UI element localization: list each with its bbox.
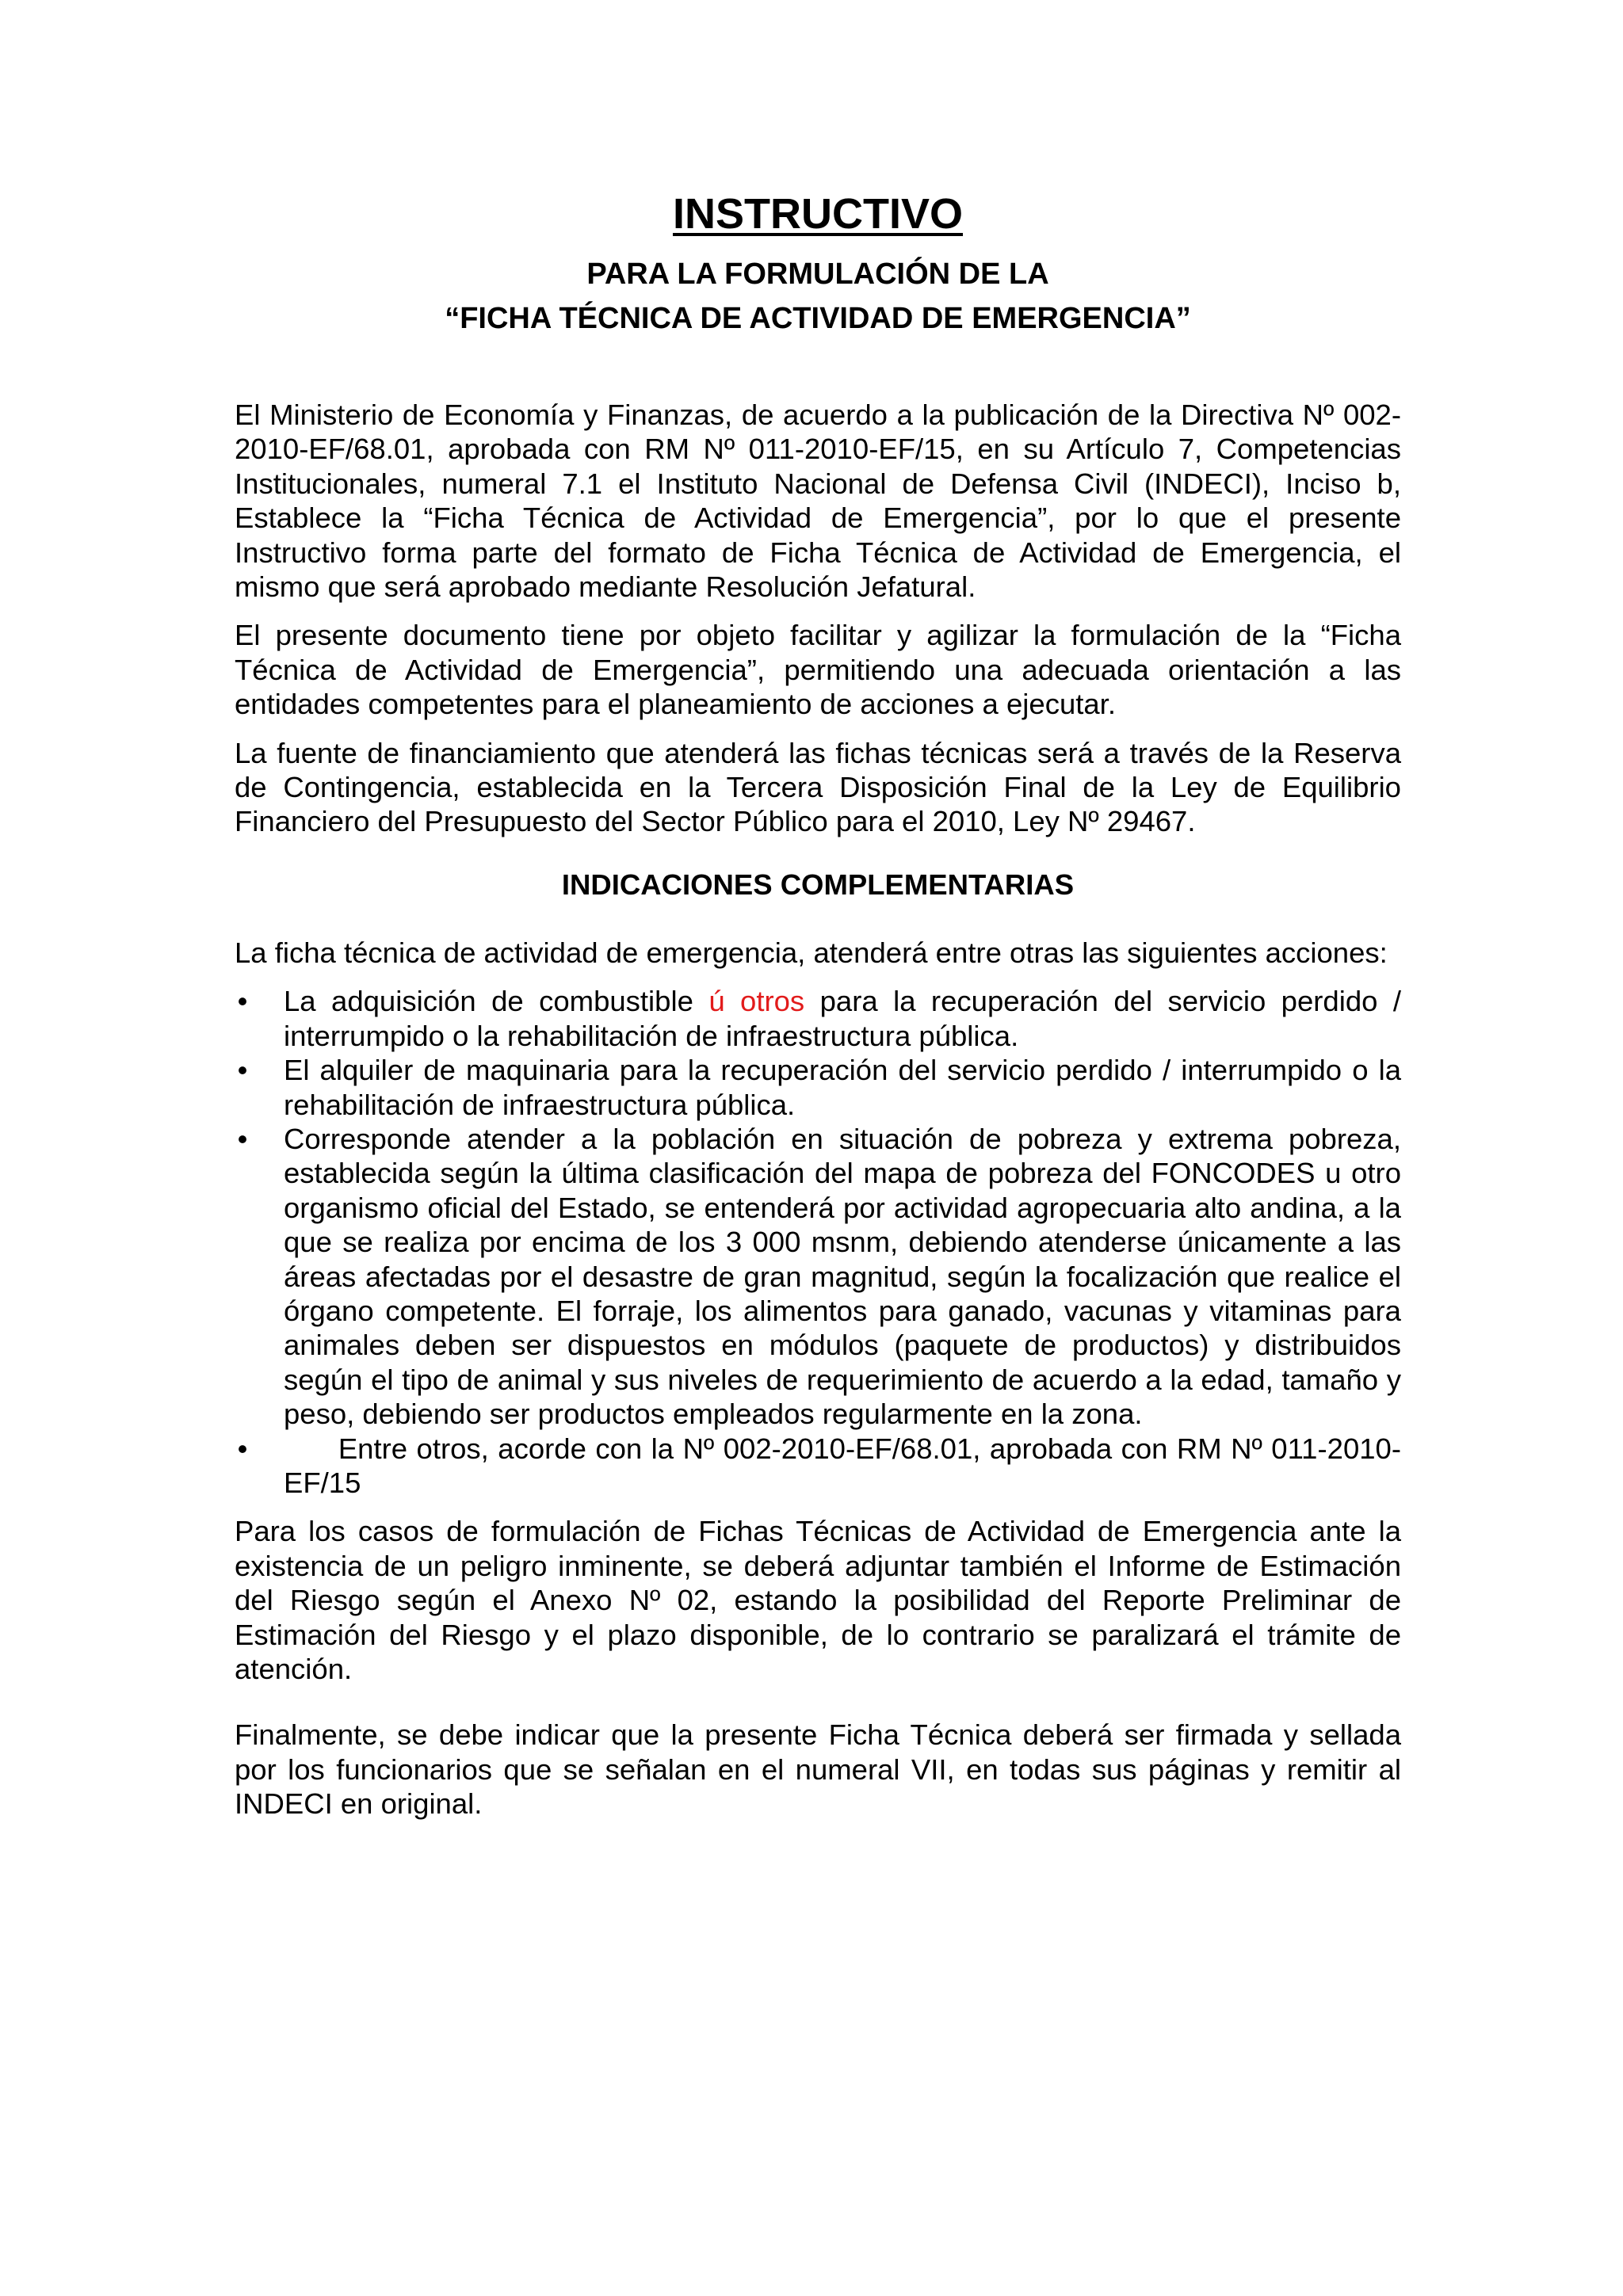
paragraph-intro-directive: El Ministerio de Economía y Finanzas, de acuerdo a la publicación de la Directiva Nº 002-2010-EF/68.01, aprobada con RM Nº 011-2010-EF/15, en su Artículo 7, Competencias Institucionales, numeral 7.1 el Instituto Nacional de Defensa Civil (INDECI), Inciso b, Establece la “Ficha Técnica de Actividad de Emergencia”, por lo que el presente Instructivo forma parte del formato de Ficha Técnica de Actividad de Emergencia, el mismo que será aprobado mediante Resolución Jefatural. [235, 399, 1401, 604]
bullet-icon: • [237, 1122, 248, 1155]
bullet-icon: • [237, 1054, 248, 1087]
highlight-text: ú otros [708, 985, 805, 1018]
list-item-text: El alquiler de maquinaria para la recuperación del servicio perdido / interrumpido o la rehabilitación de infraestructura pública. [284, 1054, 1401, 1121]
paragraph-risk-report: Para los casos de formulación de Fichas Técnicas de Actividad de Emergencia ante la existencia de un peligro inminente, se deberá adjuntar también el Informe de Estimación del Riesgo según el Anexo Nº 02, estando la posibilidad del Reporte Preliminar de Estimación del Riesgo y el plazo disponible, de lo contrario se paralizará el trámite de atención. [235, 1515, 1401, 1685]
list-item [235, 1053, 1401, 1122]
list-item-text: para la recuperación del servicio perdido / interrumpido o la rehabilitación de infraestructura pública. [284, 985, 1401, 1052]
list-item [235, 1122, 1401, 1432]
actions-list [235, 984, 1401, 1500]
paragraph-funding: La fuente de financiamiento que atenderá las fichas técnicas será a través de la Reserva de Contingencia, establecida en la Tercera Disposición Final de la Ley de Equilibrio Financiero del Presupuesto del Sector Público para el 2010, Ley Nº 29467. [235, 736, 1401, 838]
list-item-text: Corresponde atender a la población en situación de pobreza y extrema pobreza, establecida según la última clasificación del mapa de pobreza del FONCODES u otro organismo oficial del Estado, se entenderá por actividad agropecuaria alto andina, a la que se realiza por encima de los 3 000 msnm, debiendo atenderse únicamente a las áreas afectadas por el desastre de gran magnitud, según la focalización que realice el órgano competente. El forraje, los alimentos para ganado, vacunas y vitaminas para animales deben ser dispuestos en módulos (paquete de productos) y distribuidos según el tipo de animal y sus niveles de requerimiento de acuerdo a la edad, tamaño y peso, debiendo ser productos empleados regularmente en la zona. [284, 1122, 1401, 1431]
list-item-text: Entre otros, acorde con la Nº 002-2010-EF/68.01, aprobada con RM Nº 011-2010-EF/15 [284, 1432, 1401, 1499]
document-subtitle: PARA LA FORMULACIÓN DE LA [586, 257, 1049, 291]
document-page [235, 189, 1401, 1821]
list-item [235, 984, 1401, 1053]
bullet-icon: • [237, 1432, 248, 1465]
paragraph-actions-intro: La ficha técnica de actividad de emergencia, atenderá entre otras las siguientes acciones: [235, 936, 1388, 969]
section-heading: INDICACIONES COMPLEMENTARIAS [561, 868, 1075, 901]
list-item-text: La adquisición de combustible [284, 985, 709, 1018]
document-subtitle-quoted: “FICHA TÉCNICA DE ACTIVIDAD DE EMERGENCIA” [445, 302, 1191, 335]
paragraph-purpose: El presente documento tiene por objeto facilitar y agilizar la formulación de la “Ficha Técnica de Actividad de Emergencia”, permitiendo una adecuada orientación a las entidades competentes para el planeamiento de acciones a ejecutar. [235, 619, 1401, 721]
list-item [235, 1432, 1401, 1501]
document-title: INSTRUCTIVO [672, 190, 963, 238]
paragraph-signature: Finalmente, se debe indicar que la presente Ficha Técnica deberá ser firmada y sellada por los funcionarios que se señalan en el numeral VII, en todas sus páginas y remitir al INDECI en original. [235, 1718, 1401, 1821]
bullet-icon: • [237, 985, 248, 1018]
